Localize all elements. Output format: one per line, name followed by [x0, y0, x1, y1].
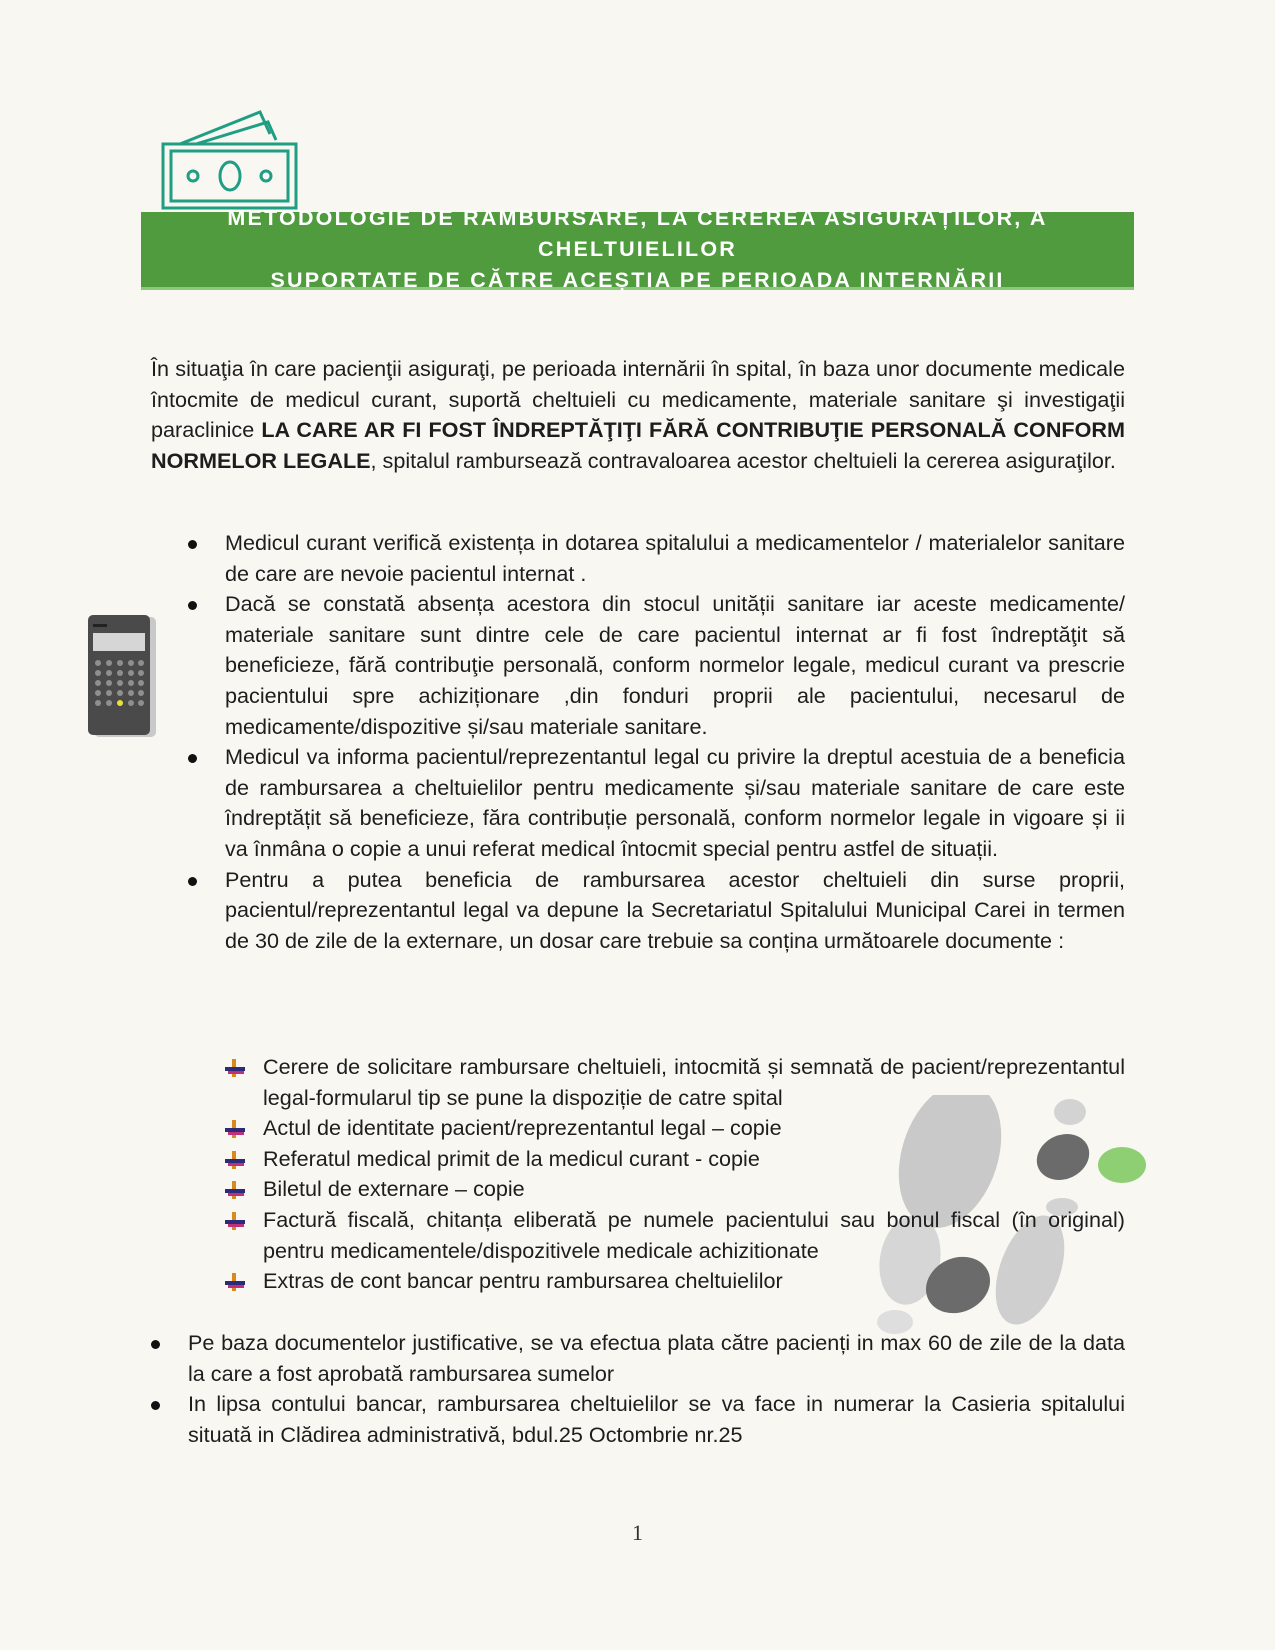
list-item-text: Medicul curant verifică existența in dotarea spitalului a medicamentelor / materialelor sanitare de care are nevoie pacientul internat .	[225, 530, 1125, 586]
documents-list	[263, 1052, 1125, 1297]
list-item	[188, 1389, 1125, 1450]
list-item	[225, 865, 1125, 957]
calculator-icon	[88, 615, 156, 737]
title-line-1: METODOLOGIE DE RAMBURSARE, LA CEREREA ASIGURAȚILOR, A CHELTUIELILOR	[227, 206, 1048, 261]
list-item	[225, 528, 1125, 589]
document-item-text: Factură fiscală, chitanța eliberată pe numele pacientului sau bonul fiscal (în original) pentru medicamentele/dispozitivele medicale achizitionate	[263, 1206, 1125, 1263]
document-item-text: Actul de identitate pacient/reprezentantul legal – copie	[263, 1115, 782, 1141]
final-bullet-list	[188, 1328, 1125, 1450]
document-item-text: Biletul de externare – copie	[263, 1176, 525, 1202]
main-bullet-list	[225, 528, 1125, 956]
document-item-text: Referatul medical primit de la medicul curant - copie	[263, 1145, 760, 1171]
list-item-text: Dacă se constată absența acestora din stocul unității sanitare iar aceste medicamente/ materiale sanitare sunt dintre cele de care pacientul internat ar fi fost îndreptăţit să beneficieze, fără contribuţie personală, conform normelor legale, medicul curant va prescrie pacientului spre achiziționare ,din fonduri proprii ale pacientului, necesarul de medicamente/dispozitive și/sau materiale sanitare.	[225, 591, 1125, 739]
list-item	[188, 1328, 1125, 1389]
money-icon	[160, 108, 302, 212]
document-item	[263, 1144, 1125, 1175]
list-item-text: Pe baza documentelor justificative, se va efectua plata către pacienți in max 60 de zile de la data la care a fost aprobată rambursarea sumelor	[188, 1330, 1125, 1386]
document-item-text: Cerere de solicitare rambursare cheltuieli, intocmită și semnată de pacient/reprezentantul legal-formularul tip se pune la dispoziție de catre spital	[263, 1054, 1125, 1110]
document-item-text: Extras de cont bancar pentru rambursarea cheltuielilor	[263, 1268, 783, 1294]
title-line-2: SUPORTATE DE CĂTRE ACEȘTIA PE PERIOADA INTERNĂRII	[270, 268, 1005, 292]
document-item	[263, 1174, 1125, 1205]
bullet-arrow-icon	[225, 1212, 245, 1230]
list-item-text: Medicul va informa pacientul/reprezentantul legal cu privire la dreptul acestuia de a beneficia de rambursarea a cheltuielilor pentru medicamente și/sau materiale sanitare de care este îndreptățit să beneficieze, făra contribuție personală, conform normelor legale in vigoare și ii va înmâna o copie a unui referat medical întocmit special pentru astfel de situații.	[225, 744, 1125, 861]
intro-paragraph	[151, 354, 1125, 476]
document-item	[263, 1205, 1125, 1266]
list-item	[225, 742, 1125, 864]
list-item	[225, 589, 1125, 742]
list-item-text: Pentru a putea beneficia de rambursarea acestor cheltuieli din surse proprii, pacientul/reprezentantul legal va depune la Secretariatul Spitalului Municipal Carei in termen de 30 de zile de la externare, un dosar care trebuie sa conțina următoarele documente :	[225, 866, 1125, 953]
bullet-arrow-icon	[225, 1120, 245, 1138]
bullet-arrow-icon	[225, 1181, 245, 1199]
document-item	[263, 1266, 1125, 1297]
bullet-arrow-icon	[225, 1059, 245, 1077]
bullet-dot	[151, 1340, 160, 1349]
bullet-dot	[151, 1401, 160, 1410]
bullet-dot	[188, 540, 197, 549]
list-item-text: In lipsa contului bancar, rambursarea cheltuielilor se va face in numerar la Casieria spitalului situată in Clădirea administrativă, bdul.25 Octombrie nr.25	[188, 1391, 1125, 1447]
page-number: 1	[632, 1520, 643, 1545]
intro-text-1: În situaţia în care pacienţii asiguraţi, pe perioada internării în spital, în baza unor documente medicale întocmite de medicul curant, suportă cheltuieli cu medicamente, materiale sanitare şi investigaţii paraclinice	[151, 356, 1125, 443]
bullet-dot	[188, 601, 197, 610]
bullet-arrow-icon	[225, 1151, 245, 1169]
bullet-arrow-icon	[225, 1273, 245, 1291]
title-banner	[141, 206, 1134, 292]
bullet-dot	[188, 754, 197, 763]
document-item	[263, 1052, 1125, 1113]
bullet-dot	[188, 877, 197, 886]
intro-bold-text: LA CARE AR FI FOST ÎNDREPTĂŢIŢI FĂRĂ CONTRIBUŢIE PERSONALĂ CONFORM NORMELOR LEGALE	[151, 417, 1125, 473]
intro-text-2: , spitalul rambursează contravaloarea acestor cheltuieli la cererea asiguraţilor.	[370, 447, 1116, 473]
document-item	[263, 1113, 1125, 1144]
